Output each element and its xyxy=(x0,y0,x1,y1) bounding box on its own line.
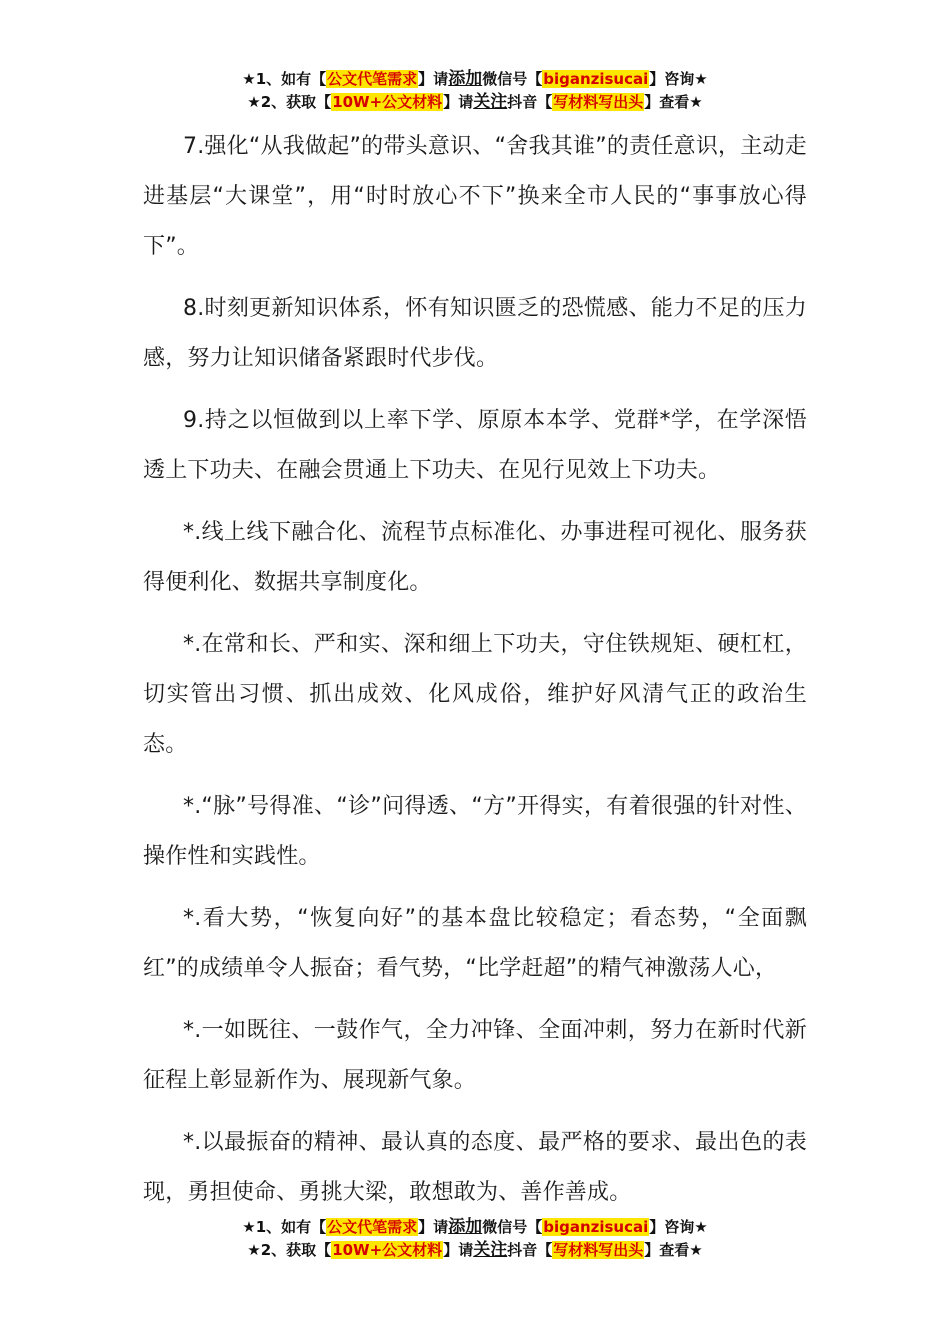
banner-text: 微信号【 xyxy=(482,1218,543,1236)
paragraph-item: *.“脉”号得准、“诊”问得透、“方”开得实，有着很强的针对性、操作性和实践性。 xyxy=(143,794,807,869)
banner-emphasis: 添加 xyxy=(448,1217,483,1237)
paragraph-7: 7.强化“从我做起”的带头意识、“舍我其谁”的责任意识，主动走进基层“大课堂”，用“时时放心不下”换来全市人民的“事事放心得下”。 xyxy=(143,134,807,259)
banner-highlight: biganzisucai xyxy=(543,1218,649,1236)
banner-highlight: 10W+公文材料 xyxy=(332,93,443,111)
paragraph-9: 9.持之以恒做到以上率下学、原原本本学、党群*学，在学深悟透上下功夫、在融会贯通上下功夫、在见行见效上下功夫。 xyxy=(143,408,807,483)
banner-text: 】查看★ xyxy=(644,93,703,111)
banner-text: 】咨询★ xyxy=(649,1218,708,1236)
banner-text: ★2、获取【 xyxy=(247,1241,332,1259)
banner-text: 微信号【 xyxy=(482,70,543,88)
banner-text: ★1、如有【 xyxy=(242,1218,327,1236)
paragraph-8: 8.时刻更新知识体系，怀有知识匮乏的恐慌感、能力不足的压力感，努力让知识储备紧跟时代步伐。 xyxy=(143,296,807,371)
banner-text: 】查看★ xyxy=(644,1241,703,1259)
banner-highlight: 写材料写出头 xyxy=(553,1241,644,1259)
banner-text: 】请 xyxy=(418,70,449,88)
paragraph-item: *.一如既往、一鼓作气，全力冲锋、全面冲刺，努力在新时代新征程上彰显新作为、展现新气象。 xyxy=(143,1018,807,1093)
banner-line-1 xyxy=(0,1216,950,1239)
banner-text: 抖音【 xyxy=(507,1241,553,1259)
banner-emphasis: 关注 xyxy=(473,92,508,112)
paragraph-item: *.线上线下融合化、流程节点标准化、办事进程可视化、服务获得便利化、数据共享制度化。 xyxy=(143,520,807,595)
banner-line-1 xyxy=(0,68,950,91)
banner-highlight: biganzisucai xyxy=(543,70,649,88)
paragraph-item: *.在常和长、严和实、深和细上下功夫，守住铁规矩、硬杠杠，切实管出习惯、抓出成效、化风成俗，维护好风清气正的政治生态。 xyxy=(143,632,807,757)
banner-text: ★2、获取【 xyxy=(247,93,332,111)
paragraph-item: *.以最振奋的精神、最认真的态度、最严格的要求、最出色的表现，勇担使命、勇挑大梁，敢想敢为、善作善成。 xyxy=(143,1130,807,1205)
banner-text: 抖音【 xyxy=(507,93,553,111)
banner-emphasis: 关注 xyxy=(473,1240,508,1260)
banner-highlight: 10W+公文材料 xyxy=(332,1241,443,1259)
banner-text: 】请 xyxy=(443,1241,474,1259)
footer-banner xyxy=(0,1216,950,1262)
banner-text: 】咨询★ xyxy=(649,70,708,88)
document-body xyxy=(143,122,807,1230)
banner-line-2 xyxy=(0,91,950,114)
banner-highlight: 写材料写出头 xyxy=(553,93,644,111)
banner-emphasis: 添加 xyxy=(448,69,483,89)
banner-text: 】请 xyxy=(418,1218,449,1236)
banner-line-2 xyxy=(0,1239,950,1262)
banner-highlight: 公文代笔需求 xyxy=(327,1218,418,1236)
paragraph-item: *.看大势，“恢复向好”的基本盘比较稳定；看态势，“全面飘红”的成绩单令人振奋；看气势，“比学赶超”的精气神激荡人心， xyxy=(143,906,807,981)
banner-text: ★1、如有【 xyxy=(242,70,327,88)
banner-text: 】请 xyxy=(443,93,474,111)
header-banner xyxy=(0,68,950,114)
banner-highlight: 公文代笔需求 xyxy=(327,70,418,88)
